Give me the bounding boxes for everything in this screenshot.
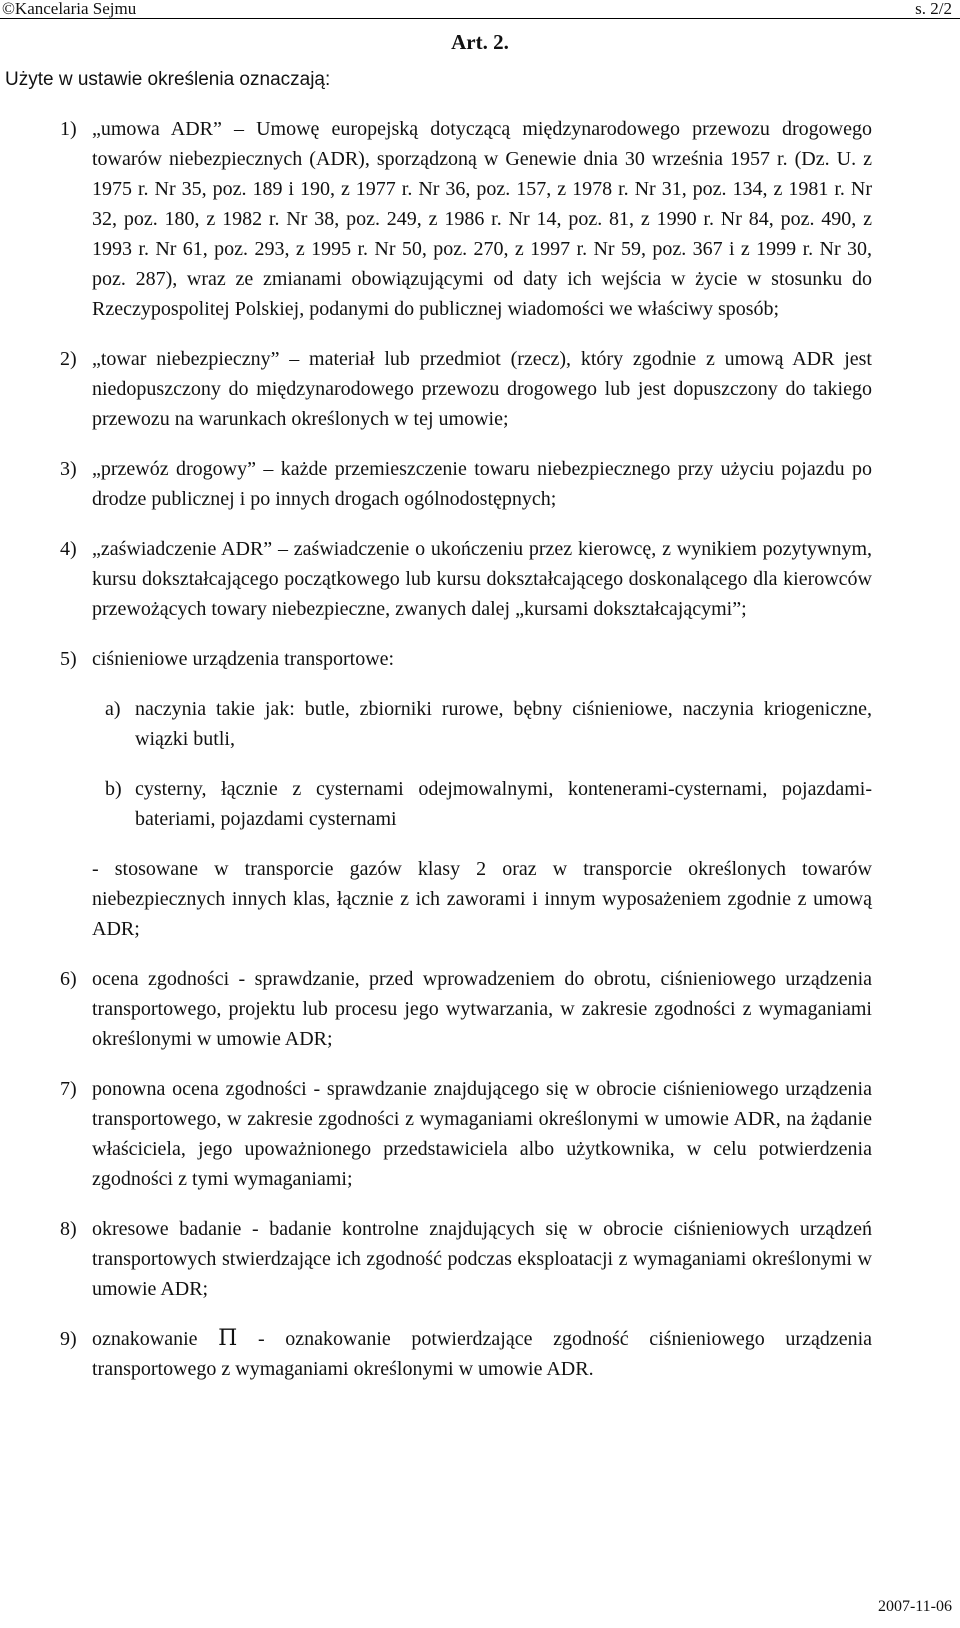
article-intro: Użyte w ustawie określenia oznaczają: [5, 69, 331, 90]
sub-list-item [0, 694, 960, 754]
item-text: okresowe badanie - badanie kontrolne znajdujących się w obrocie ciśnieniowych urządzeń transportowych stwierdzające ich zgodność podczas eksploatacji z wymaganiami określonymi w umowie ADR; [92, 1218, 872, 1300]
item-number: 7) [60, 1078, 77, 1100]
list-item [0, 344, 960, 434]
item-text: - oznakowanie potwierdzające zgodność ciśnieniowego urządzenia transportowego z wymaganiami określonymi w umowie ADR. [92, 1328, 873, 1380]
article-title: Art. 2. [451, 30, 509, 54]
item-number: 3) [60, 458, 77, 480]
item-number: 4) [60, 538, 77, 560]
item-number: 2) [60, 348, 77, 370]
list-item [0, 114, 960, 324]
item-text: „umowa ADR” – Umowę europejską dotyczącą międzynarodowego przewozu drogowego towarów niebezpiecznych (ADR), sporządzoną w Genewie dnia 30 września 1957 r. (Dz. U. z 1975 r. Nr 35, poz. 189 i 190, z 1977 r. Nr 36, poz. 157, z 1978 r. Nr 31, poz. 134, z 1981 r. Nr 32, poz. 180, z 1982 r. Nr 38, poz. 249, z 1986 r. Nr 14, poz. 81, z 1990 r. Nr 84, poz. 490, z 1993 r. Nr 61, poz. 293, z 1995 r. Nr 50, poz. 270, z 1997 r. Nr 59, poz. 367 i z 1999 r. Nr 30, poz. 287), wraz ze zmianami obowiązującymi od daty ich wejścia w życie w stosunku do Rzeczypospolitej Polskiej, podanymi do publicznej wiadomości we właściwy sposób; [92, 118, 872, 320]
subitem-letter: a) [105, 698, 121, 720]
list-item [0, 1074, 960, 1194]
item-number: 9) [60, 1328, 77, 1350]
list-item [0, 454, 960, 514]
list-item [0, 644, 960, 674]
sub-list-item [0, 774, 960, 834]
list-item [0, 964, 960, 1054]
article-body [0, 114, 960, 1384]
list-item [0, 534, 960, 624]
item-text: „przewóz drogowy” – każde przemieszczenie towaru niebezpiecznego przy użyciu pojazdu po drodze publicznej i po innych drogach ogólnodostępnych; [92, 458, 872, 510]
item-text: ocena zgodności - sprawdzanie, przed wprowadzeniem do obrotu, ciśnieniowego urządzenia transportowego, projektu lub procesu jego wytwarzania, w zakresie zgodności z wymaganiami określonymi w umowie ADR; [92, 968, 872, 1050]
item-text: „zaświadczenie ADR” – zaświadczenie o ukończeniu przez kierowcę, z wynikiem pozytywnym, kursu dokształcającego początkowego lub kursu dokształcającego doskonalącego dla kierowców przewożących towary niebezpieczne, zwanych dalej „kursami dokształcającymi”; [92, 538, 872, 620]
footer-date: 2007-11-06 [877, 1598, 952, 1615]
list-item [0, 1214, 960, 1304]
item-text: ciśnieniowe urządzenia transportowe: [92, 648, 395, 670]
item-number: 8) [60, 1218, 77, 1240]
subitem-text: cysterny, łącznie z cysternami odejmowalnymi, kontenerami-cysternami, pojazdami-bateriami, pojazdami cysternami [135, 778, 872, 830]
list-item [0, 1324, 960, 1384]
item-text: „towar niebezpieczny” – materiał lub przedmiot (rzecz), który zgodnie z umową ADR jest niedopuszczony do międzynarodowego przewozu drogowego lub jest dopuszczony do takiego przewozu na warunkach określonych w tej umowie; [92, 348, 872, 430]
item-pre: oznakowanie [92, 1328, 198, 1350]
item5-trailer: - stosowane w transporcie gazów klasy 2 oraz w transporcie określonych towarów niebezpiecznych innych klas, łącznie z ich zaworami i innym wyposażeniem zgodnie z umową ADR; [92, 858, 872, 940]
subitem-letter: b) [105, 778, 122, 800]
item-text: ponowna ocena zgodności - sprawdzanie znajdującego się w obrocie ciśnieniowego urządzenia transportowego, w zakresie zgodności z wymaganiami określonymi w umowie ADR, na żądanie właściciela, jego upoważnionego przedstawiciela albo użytkownika, w celu potwierdzenia zgodności z tymi wymaganiami; [92, 1078, 872, 1190]
item-number: 5) [60, 648, 77, 670]
item-number: 1) [60, 118, 77, 140]
item-number: 6) [60, 968, 77, 990]
page-header [0, 0, 960, 19]
subitem-text: naczynia takie jak: butle, zbiorniki rurowe, bębny ciśnieniowe, naczynia kriogeniczne, wiązki butli, [135, 698, 872, 750]
pi-mark-icon: Π [218, 1326, 238, 1351]
copyright-label: ©Kancelaria Sejmu [2, 0, 137, 18]
page-number: s. 2/2 [915, 0, 952, 18]
